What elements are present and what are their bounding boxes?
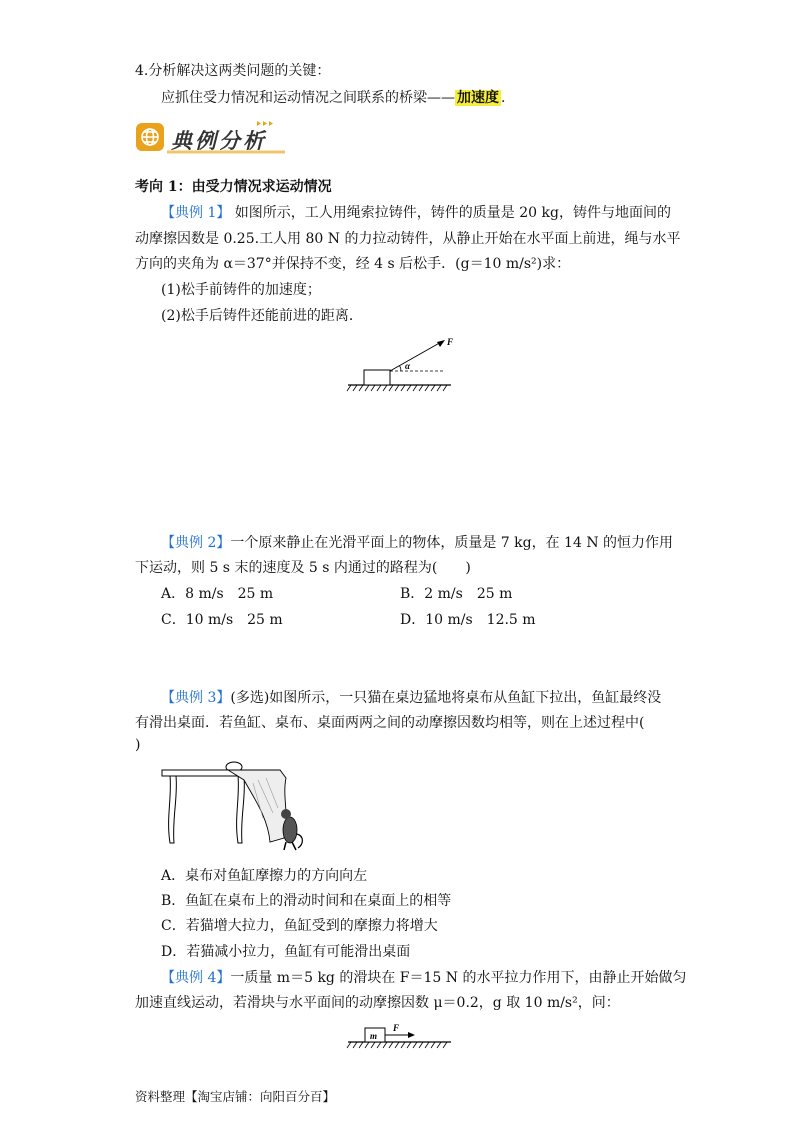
example3-line3: ) bbox=[135, 737, 141, 753]
example4-line1 bbox=[161, 967, 686, 987]
example2-option-a: A．8 m/s 25 m bbox=[161, 586, 274, 602]
example3-line1 bbox=[161, 687, 661, 707]
force-arrowhead bbox=[437, 340, 445, 347]
banner-label: 典例分析 bbox=[171, 129, 267, 153]
force-arrowhead bbox=[408, 1032, 415, 1038]
section-title: 4.分析解决这两类问题的关键： bbox=[135, 63, 331, 79]
cat-icon bbox=[281, 809, 302, 850]
example1-question2: (2)松手后铸件还能前进的距离． bbox=[161, 308, 363, 324]
example1-question1: (1)松手前铸件的加速度； bbox=[161, 282, 321, 298]
figure-cat-tablecloth bbox=[158, 758, 318, 853]
example2-option-c: C．10 m/s 25 m bbox=[161, 612, 283, 628]
section-text bbox=[161, 87, 505, 107]
example3-tag: 【典例 3】 bbox=[161, 690, 231, 706]
topic-heading: 考向 1：由受力情况求运动情况 bbox=[135, 179, 332, 195]
example2-text1: 一个原来静止在光滑平面上的物体，质量是 7 kg，在 14 N 的恒力作用 bbox=[230, 535, 674, 551]
example4-text1: 一质量 m＝5 kg 的滑块在 F＝15 N 的水平拉力作用下，由静止开始做匀 bbox=[230, 970, 687, 986]
example3-option-b: B．鱼缸在桌布上的滑动时间和在桌面上的相等 bbox=[161, 893, 452, 909]
casting-block bbox=[364, 370, 390, 385]
example1-tag: 【典例 1】 bbox=[161, 205, 231, 221]
example3-option-a: A．桌布对鱼缸摩擦力的方向向左 bbox=[161, 868, 368, 884]
section-text-post: . bbox=[501, 90, 506, 106]
example2-tag: 【典例 2】 bbox=[161, 535, 231, 551]
example3-option-c: C．若猫增大拉力，鱼缸受到的摩擦力将增大 bbox=[161, 918, 438, 934]
example1-line3: 方向的夹角为 α＝37°并保持不变，经 4 s 后松手．(g＝10 m/s²)求： bbox=[135, 256, 571, 272]
alpha-label: α bbox=[405, 361, 410, 371]
example2-line1 bbox=[161, 532, 673, 552]
table-leg-right bbox=[237, 776, 245, 843]
footer-source: 资料整理【淘宝店铺：向阳百分百】 bbox=[135, 1089, 336, 1104]
rope-line bbox=[390, 341, 443, 371]
ground-hatching bbox=[347, 1042, 447, 1048]
example3-option-d: D．若猫减小拉力，鱼缸有可能滑出桌面 bbox=[161, 944, 411, 960]
example2-option-b: B．2 m/s 25 m bbox=[400, 586, 513, 602]
figure-casting-rope bbox=[345, 335, 455, 395]
example-analysis-banner bbox=[135, 119, 287, 155]
example3-text1: (多选)如图所示，一只猫在桌边猛地将桌布从鱼缸下拉出，鱼缸最终没 bbox=[230, 690, 662, 706]
example1-line2: 动摩擦因数是 0.25.工人用 80 N 的力拉动铸件，从静止开始在水平面上前进，绳与水平 bbox=[135, 231, 681, 247]
figure-sliding-block bbox=[345, 1018, 455, 1052]
force-label: F bbox=[393, 1023, 400, 1033]
angle-arc bbox=[400, 366, 402, 372]
example4-tag: 【典例 4】 bbox=[161, 970, 231, 986]
highlight-acceleration: 加速度 bbox=[457, 90, 499, 106]
globe-icon bbox=[142, 129, 158, 145]
example1-line1 bbox=[161, 202, 671, 222]
example1-text1: 如图所示，工人用绳索拉铸件，铸件的质量是 20 kg，铸件与地面间的 bbox=[230, 205, 671, 221]
section-text-pre: 应抓住受力情况和运动情况之间联系的桥梁—— bbox=[161, 90, 455, 106]
table-leg-left bbox=[169, 776, 177, 843]
mass-label: m bbox=[370, 1031, 378, 1041]
ground-hatching bbox=[347, 385, 447, 391]
example3-line2: 有滑出桌面．若鱼缸、桌布、桌面两两之间的动摩擦因数均相等，则在上述过程中( bbox=[135, 715, 645, 731]
example4-line2: 加速直线运动，若滑块与水平面间的动摩擦因数 μ＝0.2，g 取 10 m/s²，问： bbox=[135, 995, 620, 1011]
example2-option-d: D．10 m/s 12.5 m bbox=[400, 612, 536, 628]
force-label: F bbox=[447, 337, 454, 347]
example2-line2: 下运动，则 5 s 末的速度及 5 s 内通过的路程为( ) bbox=[135, 560, 471, 576]
